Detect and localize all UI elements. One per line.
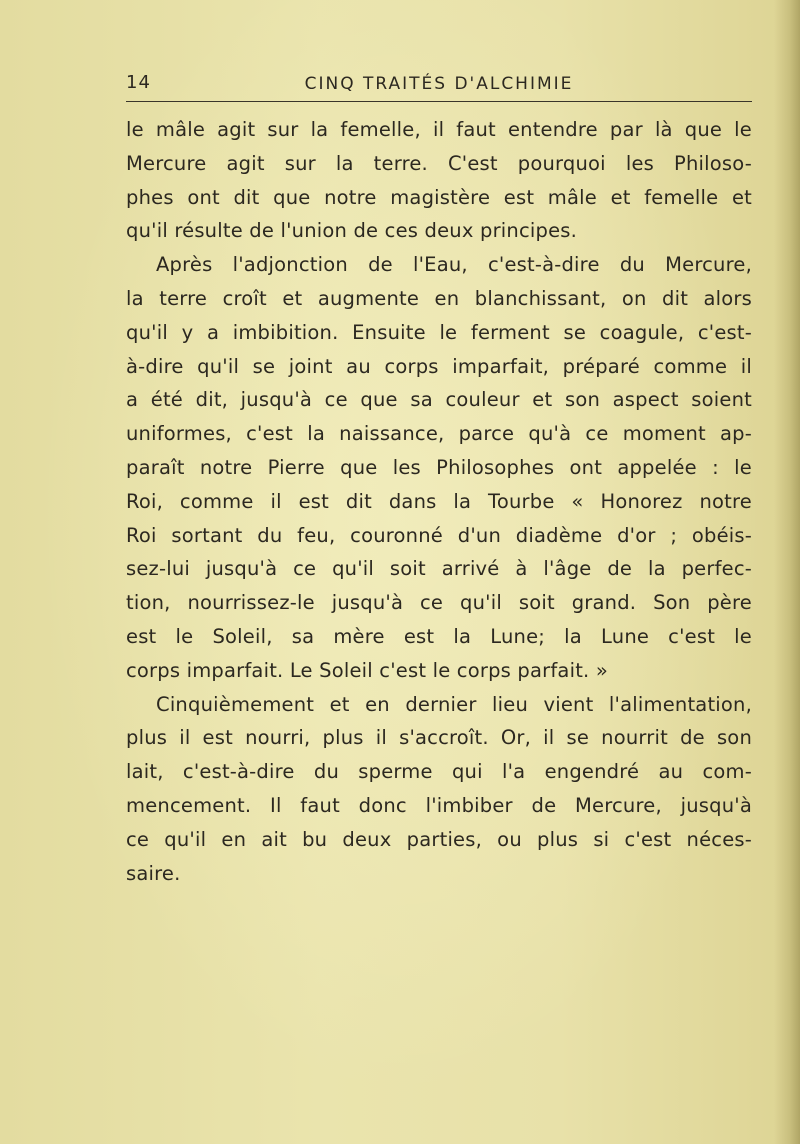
text-line: est le Soleil, sa mère est la Lune; la Lune c'est le	[126, 624, 752, 648]
text-line: saire.	[126, 861, 181, 885]
text-line: Roi sortant du feu, couronné d'un diadème d'or ; obéis-	[126, 523, 752, 547]
text-line: sez-lui jusqu'à ce qu'il soit arrivé à l'âge de la perfec-	[126, 557, 752, 581]
text-line: tion, nourrissez-le jusqu'à ce qu'il soit grand. Son père	[126, 591, 752, 615]
body-text	[126, 113, 752, 890]
text-line: corps imparfait. Le Soleil c'est le corps parfait. »	[126, 658, 608, 682]
header-rule	[126, 101, 752, 102]
text-line: lait, c'est-à-dire du sperme qui l'a engendré au com-	[126, 760, 752, 784]
text-line: qu'il y a imbibition. Ensuite le ferment se coagule, c'est-	[126, 320, 752, 344]
text-line: plus il est nourri, plus il s'accroît. Or, il se nourrit de son	[126, 726, 752, 750]
page-number: 14	[126, 72, 151, 93]
page-edge-shadow	[774, 0, 800, 1144]
text-line: ce qu'il en ait bu deux parties, ou plus si c'est néces-	[126, 827, 752, 851]
text-line: phes ont dit que notre magistère est mâle et femelle et	[126, 185, 752, 209]
text-line: Mercure agit sur la terre. C'est pourquoi les Philoso-	[126, 151, 752, 175]
text-line: paraît notre Pierre que les Philosophes ont appelée : le	[126, 455, 752, 479]
text-line: a été dit, jusqu'à ce que sa couleur et son aspect soient	[126, 388, 752, 412]
text-line: qu'il résulte de l'union de ces deux principes.	[126, 219, 578, 243]
text-line: Roi, comme il est dit dans la Tourbe « Honorez notre	[126, 489, 752, 513]
text-line: le mâle agit sur la femelle, il faut entendre par là que le	[126, 118, 752, 141]
running-head	[126, 70, 752, 100]
text-line: mencement. Il faut donc l'imbiber de Mercure, jusqu'à	[126, 793, 752, 817]
text-line: Cinquièmement et en dernier lieu vient l'alimentation,	[156, 692, 752, 716]
text-line: uniformes, c'est la naissance, parce qu'à ce moment ap-	[126, 422, 752, 446]
text-line: la terre croît et augmente en blanchissant, on dit alors	[126, 286, 752, 310]
text-line: à-dire qu'il se joint au corps imparfait, préparé comme il	[126, 354, 752, 378]
running-title: CINQ TRAITÉS D'ALCHIMIE	[304, 74, 574, 94]
text-line: Après l'adjonction de l'Eau, c'est-à-dire du Mercure,	[156, 253, 752, 277]
